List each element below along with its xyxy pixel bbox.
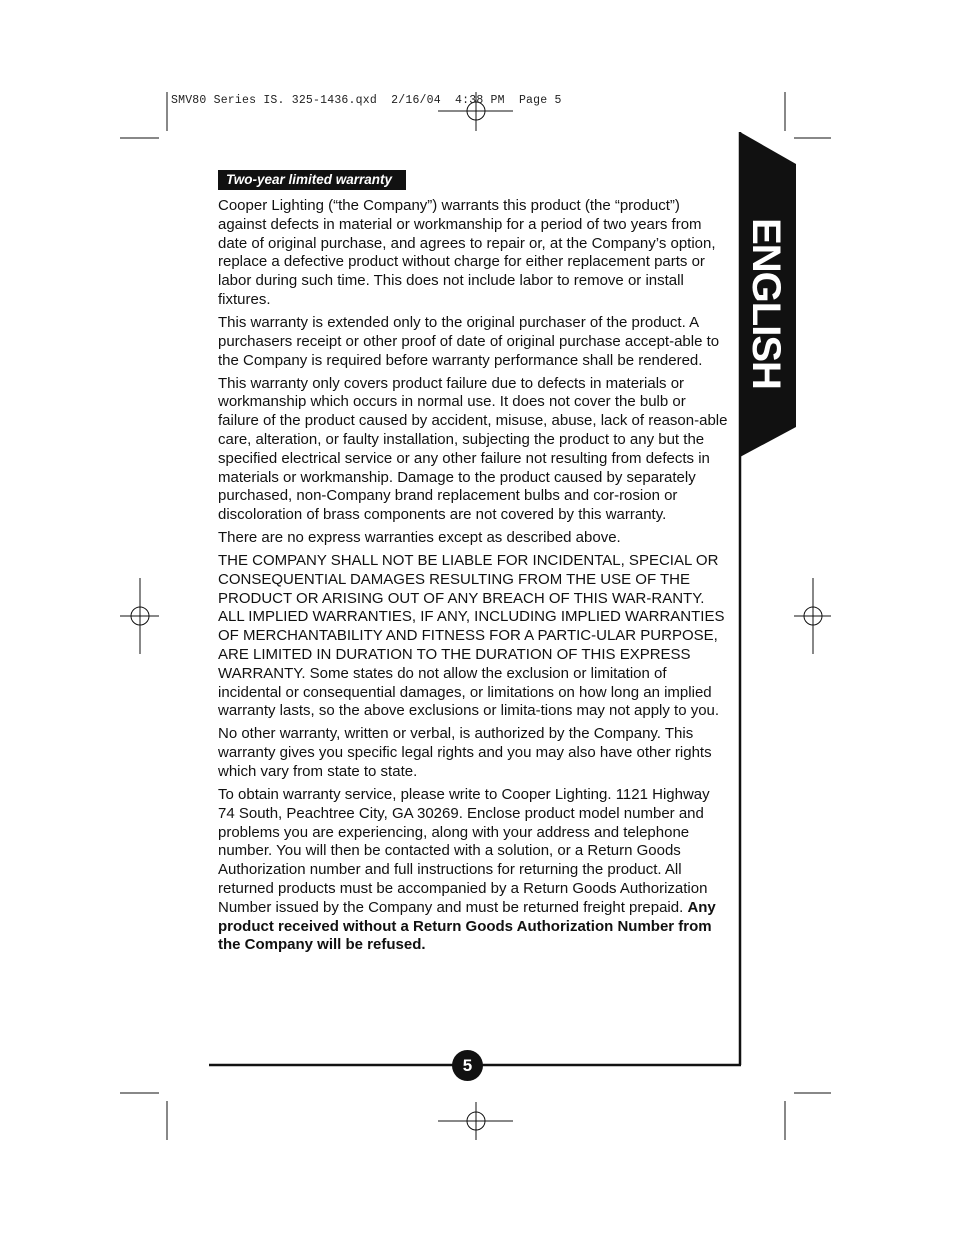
warranty-paragraph: This warranty is extended only to the original purchaser of the product. A purchasers receipt or other proof of date of original purchase accept-able to the Company is required before warranty performance shall be rendered. <box>218 313 720 369</box>
warranty-text <box>218 197 730 959</box>
file-slug: SMV80 Series IS. 325-1436.qxd 2/16/04 4:38 PM Page 5 <box>171 94 562 107</box>
refusal-note: Any product received without a Return Goods Authorization Number from the Company will be refused. <box>218 898 716 954</box>
language-label: ENGLISH <box>743 217 788 389</box>
page-number: 5 <box>452 1050 483 1081</box>
warranty-paragraph: No other warranty, written or verbal, is authorized by the Company. This warranty gives you specific legal rights and you may also have other rights which vary from state to state. <box>218 725 712 781</box>
service-paragraph <box>218 786 730 955</box>
warranty-paragraph: THE COMPANY SHALL NOT BE LIABLE FOR INCIDENTAL, SPECIAL OR CONSEQUENTIAL DAMAGES RESULTING FROM THE USE OF THE PRODUCT OR ARISING OUT OF ANY BREACH OF THIS WAR-RANTY. ALL IMPLIED WARRANTIES, IF ANY, INCLUDING IMPLIED WARRANTIES OF MERCHANTABILITY AND FITNESS FOR A PARTIC-ULAR PURPOSE, ARE LIMITED IN DURATION TO THE DURATION OF THIS EXPRESS WARRANTY. Some states do not allow the exclusion or limitation of incidental or consequential damages, or limitations on how long an implied warranty lasts, so the above exclusions or limita-tions may not apply to you. <box>218 552 725 720</box>
warranty-paragraph: Cooper Lighting (“the Company”) warrants this product (the “product”) against defects in material or workmanship for a period of two years from date of original purchase, and agrees to repair or, at the Company’s option, replace a defective product without charge for either replacement parts or labor during such time. This does not include labor to remove or install fixtures. <box>218 197 716 308</box>
warranty-paragraph: This warranty only covers product failure due to defects in materials or workmanship which occurs in normal use. It does not cover the bulb or failure of the product caused by accident, misuse, abuse, lack of reason-able care, alteration, or faulty installation, subjecting the product to any but the specified electrical service or any other failure not resulting from defects in materials or workmanship. Damage to the product caused by separately purchased, non-Company brand replacement bulbs and cor-rosion or discoloration of brass components are not covered by this warranty. <box>218 374 728 524</box>
section-heading: Two-year limited warranty <box>218 170 406 190</box>
warranty-paragraph: There are no express warranties except as described above. <box>218 529 621 547</box>
service-text: To obtain warranty service, please write to Cooper Lighting. 1121 Highway 74 South, Peachtree City, GA 30269. Enclose product model number and problems you are experiencing, along with your address and telephone number. You will then be contacted with a solution, or a Return Goods Authorization number and full instructions for returning the product. All returned products must be accompanied by a Return Goods Authorization Number issued by the Company and must be returned freight prepaid. <box>218 786 710 916</box>
